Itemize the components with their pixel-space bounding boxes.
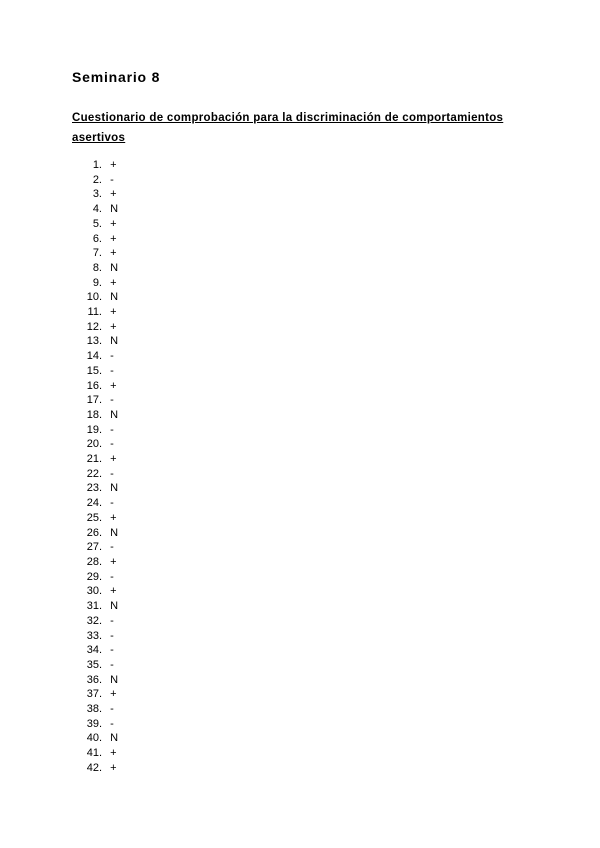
answer-item (72, 555, 540, 570)
answer-number: 26. (86, 526, 102, 539)
answer-number: 9. (92, 276, 102, 289)
answer-number: 29. (86, 570, 102, 583)
answer-item (72, 187, 540, 202)
answer-item (72, 481, 540, 496)
answer-value: N (110, 526, 119, 539)
answer-value: N (110, 408, 119, 421)
answer-item (72, 202, 540, 217)
answer-number: 35. (86, 658, 102, 671)
answer-item (72, 540, 540, 555)
answer-value: - (110, 717, 114, 730)
answer-value: - (110, 570, 114, 583)
answer-item (72, 614, 540, 629)
answer-value: - (110, 423, 114, 436)
answer-number: 15. (86, 364, 102, 377)
answer-item (72, 393, 540, 408)
answer-item (72, 511, 540, 526)
answer-number: 41. (86, 747, 102, 760)
answer-number: 11. (87, 306, 102, 319)
answer-number: 20. (86, 438, 102, 451)
answer-number: 23. (86, 482, 102, 495)
answer-value: N (110, 335, 119, 348)
answer-number: 21. (86, 453, 102, 466)
answer-item (72, 232, 540, 247)
answer-value: - (110, 467, 114, 480)
answer-item (72, 526, 540, 541)
answer-value: + (110, 747, 117, 760)
answer-value: N (110, 203, 119, 216)
answer-number: 31. (86, 600, 102, 613)
answer-value: - (110, 497, 114, 510)
answer-value: + (110, 511, 117, 524)
answer-value: N (110, 732, 119, 745)
answer-value: + (110, 159, 117, 171)
answer-value: + (110, 688, 117, 701)
answers-list (72, 158, 540, 776)
answer-number: 25. (86, 511, 102, 524)
answer-item (72, 158, 540, 173)
answer-item (72, 261, 540, 276)
answer-number: 36. (86, 673, 102, 686)
answer-value: - (110, 364, 114, 377)
answer-item (72, 643, 540, 658)
answer-item (72, 423, 540, 438)
answer-value: - (110, 658, 114, 671)
answer-value: + (110, 217, 117, 230)
answer-number: 39. (86, 717, 102, 730)
answer-number: 19. (86, 423, 102, 436)
answer-item (72, 584, 540, 599)
answer-value: + (110, 276, 117, 289)
answer-number: 16. (86, 379, 102, 392)
answer-number: 34. (86, 644, 102, 657)
answer-value: + (110, 188, 117, 201)
answer-number: 40. (86, 732, 102, 745)
answer-value: N (110, 261, 119, 274)
answer-number: 42. (86, 761, 102, 774)
answer-number: 17. (86, 394, 102, 407)
answer-item (72, 702, 540, 717)
answer-item (72, 629, 540, 644)
answer-number: 32. (86, 614, 102, 627)
answer-number: 24. (86, 497, 102, 510)
answer-item (72, 408, 540, 423)
answer-value: N (110, 600, 119, 613)
answer-item (72, 364, 540, 379)
answer-item (72, 717, 540, 732)
answer-item (72, 246, 540, 261)
answer-value: N (110, 673, 119, 686)
answer-item (72, 599, 540, 614)
answer-number: 12. (86, 320, 102, 333)
answer-number: 5. (92, 217, 102, 230)
answer-item (72, 349, 540, 364)
answer-item (72, 658, 540, 673)
answer-number: 8. (92, 261, 102, 274)
answer-number: 4. (92, 203, 102, 216)
answer-number: 10. (86, 291, 102, 304)
answer-number: 33. (86, 629, 102, 642)
answer-number: 13. (86, 335, 102, 348)
answer-item (72, 452, 540, 467)
answer-value: - (110, 541, 114, 554)
answer-value: + (110, 232, 117, 245)
answer-value: - (110, 438, 114, 451)
answer-number: 27. (86, 541, 102, 554)
answer-value: - (110, 614, 114, 627)
answer-number: 18. (86, 408, 102, 421)
answer-value: + (110, 306, 117, 319)
answer-value: + (110, 453, 117, 466)
answer-number: 38. (86, 703, 102, 716)
answer-number: 1. (92, 159, 102, 171)
answer-item (72, 761, 540, 776)
answer-value: + (110, 585, 117, 598)
answer-value: N (110, 482, 119, 495)
answer-number: 3. (92, 188, 102, 201)
answer-value: - (110, 703, 114, 716)
answer-value: N (110, 291, 119, 304)
answer-value: + (110, 555, 117, 568)
answer-item (72, 276, 540, 291)
section-heading: Cuestionario de comprobación para la discriminación de comportamientos asertivos (72, 112, 504, 144)
answer-item (72, 320, 540, 335)
answer-number: 7. (92, 247, 102, 260)
answer-item (72, 746, 540, 761)
answer-value: + (110, 761, 117, 774)
answer-item (72, 731, 540, 746)
document-title: Seminario 8 (72, 69, 161, 85)
answer-value: - (110, 394, 114, 407)
answer-value: + (110, 247, 117, 260)
answer-item (72, 290, 540, 305)
answer-item (72, 173, 540, 188)
answer-value: + (110, 320, 117, 333)
answer-number: 37. (86, 688, 102, 701)
answer-item (72, 437, 540, 452)
answer-item (72, 673, 540, 688)
answer-item (72, 570, 540, 585)
answer-item (72, 467, 540, 482)
answer-number: 22. (86, 467, 102, 480)
answer-item (72, 334, 540, 349)
answer-value: - (110, 350, 114, 363)
answer-number: 30. (86, 585, 102, 598)
answer-value: + (110, 379, 117, 392)
answer-number: 2. (92, 173, 102, 186)
answer-item (72, 496, 540, 511)
answer-item (72, 687, 540, 702)
answer-value: - (110, 173, 114, 186)
answer-value: - (110, 629, 114, 642)
answer-item (72, 305, 540, 320)
answer-number: 28. (86, 555, 102, 568)
answer-value: - (110, 644, 114, 657)
answer-number: 6. (92, 232, 102, 245)
answer-number: 14. (86, 350, 102, 363)
answer-item (72, 217, 540, 232)
answer-item (72, 379, 540, 394)
